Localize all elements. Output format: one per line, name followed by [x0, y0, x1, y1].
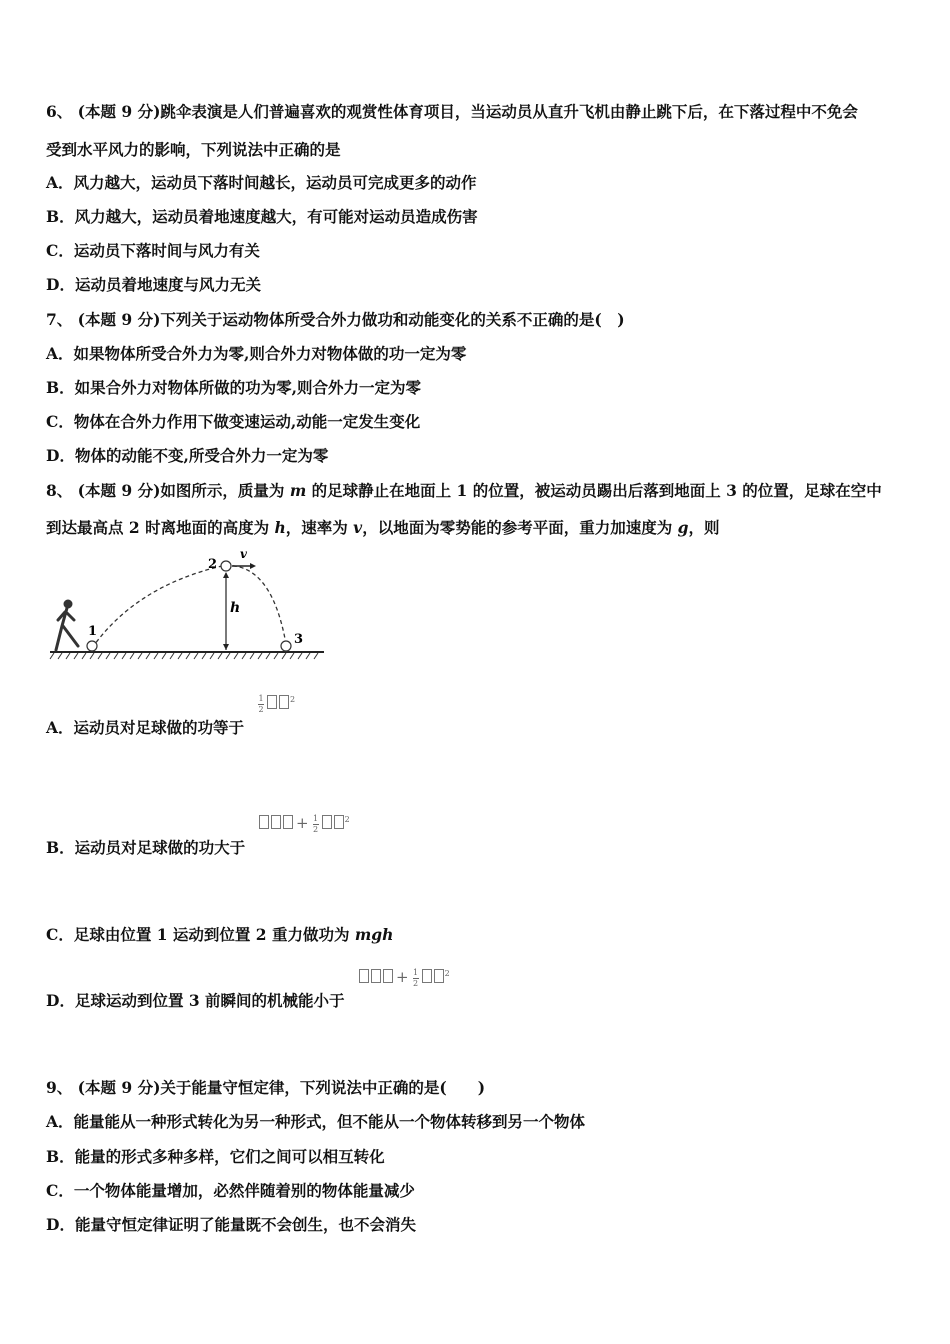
ball-position-1 — [87, 641, 97, 651]
q6-option-c: C．运动员下落时间与风力有关 — [46, 241, 260, 260]
ball-position-3 — [281, 641, 291, 651]
q6-stem-line2: 受到水平风力的影响，下列说法中正确的是 — [46, 140, 341, 159]
q7-option-c: C．物体在合外力作用下做变速运动,动能一定发生变化 — [46, 412, 421, 431]
label-2: 2 — [208, 557, 218, 572]
projectile-diagram — [46, 546, 326, 662]
q8-stem-line1: 8、 (本题 9 分)如图所示，质量为 m 的足球静止在地面上 1 的位置，被运动员踢出后落到地面上 3 的位置，足球在空中 — [46, 481, 882, 500]
q9-stem: 9、 (本题 9 分)关于能量守恒定律，下列说法中正确的是( ) — [46, 1078, 486, 1097]
q8-stem-line2: 到达最高点 2 时离地面的高度为 h，速率为 v，以地面为零势能的参考平面，重力加速度为 g，则 — [46, 518, 720, 537]
q8-formula-d: + $\frac{1}{2}$ $^2$ — [358, 968, 450, 988]
q6-option-a: A．风力越大，运动员下落时间越长，运动员可完成更多的动作 — [46, 173, 477, 192]
q7-option-b: B．如果合外力对物体所做的功为零,则合外力一定为零 — [46, 378, 421, 397]
ball-position-2 — [221, 561, 231, 571]
label-h: h — [230, 600, 241, 616]
player-figure — [56, 600, 78, 650]
q8-option-d: D．足球运动到位置 3 前瞬间的机械能小于 — [46, 991, 345, 1010]
q6-option-b: B．风力越大，运动员着地速度越大，有可能对运动员造成伤害 — [46, 207, 478, 226]
q8-formula-a: $\frac{1}{2}$ $^2$ — [258, 693, 296, 714]
q8-option-b: B．运动员对足球做的功大于 — [46, 838, 246, 857]
q6-stem-line1: 6、 (本题 9 分)跳伞表演是人们普遍喜欢的观赏性体育项目，当运动员从直升飞机由静止跳下后，在下落过程中不免会 — [46, 102, 858, 121]
q6-option-d: D．运动员着地速度与风力无关 — [46, 275, 261, 294]
q8-option-c: C．足球由位置 1 运动到位置 2 重力做功为 mgh — [46, 925, 394, 944]
q9-option-d: D．能量守恒定律证明了能量既不会创生，也不会消失 — [46, 1215, 416, 1234]
q8-formula-b: + $\frac{1}{2}$ $^2$ — [258, 814, 350, 834]
trajectory-curve — [92, 566, 286, 648]
q8-option-a: A．运动员对足球做的功等于 — [46, 718, 245, 737]
q7-option-d: D．物体的动能不变,所受合外力一定为零 — [46, 446, 329, 465]
velocity-arrow — [250, 563, 256, 569]
q9-option-c: C．一个物体能量增加，必然伴随着别的物体能量减少 — [46, 1181, 415, 1200]
q9-option-a: A．能量能从一种形式转化为另一种形式，但不能从一个物体转移到另一个物体 — [46, 1112, 586, 1131]
label-v: v — [240, 547, 247, 561]
q9-option-b: B．能量的形式多种多样，它们之间可以相互转化 — [46, 1147, 385, 1166]
q7-stem: 7、 (本题 9 分)下列关于运动物体所受合外力做功和动能变化的关系不正确的是( ) — [46, 310, 625, 329]
label-1: 1 — [88, 624, 98, 639]
label-3: 3 — [294, 632, 304, 647]
q7-option-a: A．如果物体所受合外力为零,则合外力对物体做的功一定为零 — [46, 344, 467, 363]
